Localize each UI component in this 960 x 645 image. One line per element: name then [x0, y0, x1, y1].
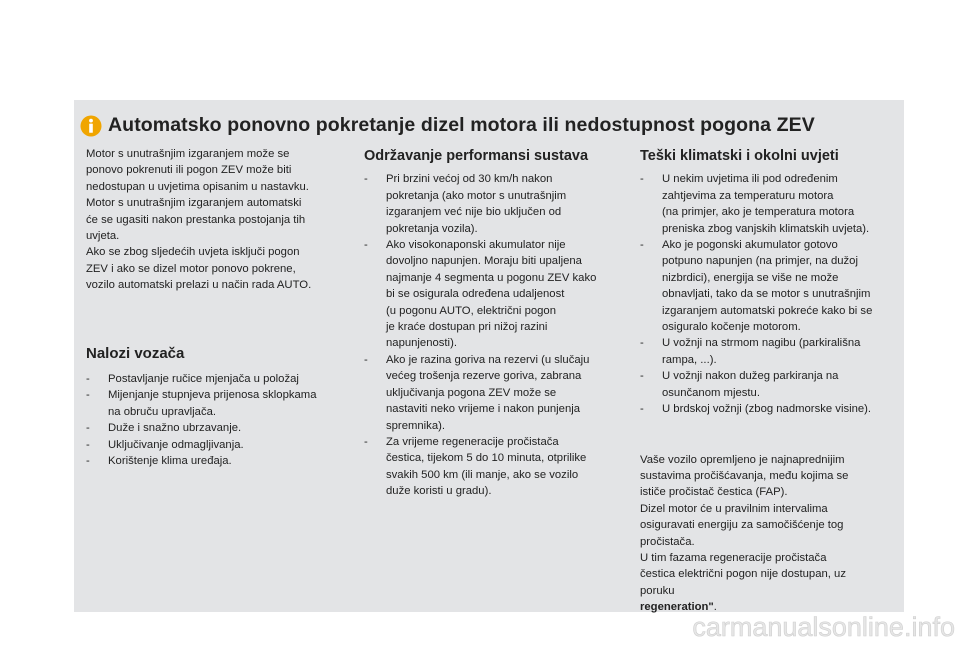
climate-heading: Teški klimatski i okolni uvjeti	[640, 148, 839, 164]
list-item	[364, 352, 632, 434]
text-line: ističe pročistač čestica (FAP).	[640, 486, 788, 499]
text-line: pokretanja (ako motor s unutrašnjim	[386, 189, 567, 202]
text-line: (u pogonu AUTO, električni pogon	[386, 304, 556, 317]
text-line: rampa, ...).	[662, 353, 717, 366]
title-row	[80, 114, 815, 137]
text-line: vozilo automatski prelazi u način rada AUTO.	[86, 279, 312, 292]
text-line: sustavima pročišćavanja, među kojima se	[640, 469, 849, 482]
watermark-text: carmanualsonline.info	[692, 612, 955, 640]
list-item	[640, 171, 902, 237]
text-line: Motor s unutrašnjim izgaranjem može se	[86, 148, 290, 160]
info-icon	[80, 115, 102, 137]
list-item	[640, 237, 902, 335]
text-line: Motor s unutrašnjim izgaranjem automatski	[86, 197, 302, 210]
text-line: osunčanom mjestu.	[662, 386, 760, 399]
text-suffix: .	[713, 601, 717, 614]
text-line: ponovo pokrenuti ili pogon ZEV može biti	[86, 164, 292, 177]
message-bold: regeneration"	[640, 601, 714, 614]
text-line: nastaviti neko vrijeme i nakon punjenja	[386, 403, 581, 416]
text-line: osiguralo kočenje motorom.	[662, 321, 801, 334]
list-item	[86, 453, 348, 469]
text-line: duže koristi u gradu).	[386, 485, 492, 498]
text-line: dovoljno napunjen. Moraju biti upaljena	[386, 255, 582, 268]
text-line: - U vožnji na strmom nagibu (parkirališna	[662, 337, 861, 350]
text-line: U tim fazama regeneracije pročistača	[640, 551, 827, 564]
text-line: - U brdskoj vožnji (zbog nadmorske visine).	[662, 403, 872, 416]
text-line: Ako se zbog sljedećih uvjeta isključi pogon	[86, 246, 300, 259]
text-line: svakih 500 km (ili manje, ako se vozilo	[386, 468, 579, 481]
text-line: - Mijenjanje stupnjeva prijenosa sklopkama	[108, 389, 317, 402]
text-line: zahtjevima za temperaturu motora	[662, 189, 834, 202]
text-line: - U vožnji nakon dužeg parkiranja na	[662, 370, 839, 383]
watermark	[440, 612, 960, 640]
column-middle	[364, 148, 632, 500]
list-item	[640, 401, 902, 417]
text-line: - U nekim uvjetima ili pod određenim	[662, 173, 838, 186]
text-line: nedostupan u uvjetima opisanim u nastavku.	[86, 180, 309, 193]
text-line: čestica električni pogon nije dostupan, uz	[640, 568, 846, 581]
text-line: na obruču upravljača.	[108, 405, 217, 418]
text-line: pročistača.	[640, 535, 695, 548]
list-item	[86, 371, 348, 387]
page-title: Automatsko ponovno pokretanje dizel motora ili nedostupnost pogona ZEV	[108, 114, 815, 136]
text-line: ZEV i ako se dizel motor ponovo pokrene,	[86, 262, 296, 275]
climate-list	[640, 171, 902, 417]
text-line: - Uključivanje odmagljivanja.	[108, 438, 244, 451]
list-item	[364, 434, 632, 500]
fap-text	[640, 452, 902, 616]
text-line: - Ako visokonaponski akumulator nije	[386, 239, 566, 252]
text-line: - Duže i snažno ubrzavanje.	[108, 422, 242, 435]
text-line: spremnika).	[386, 419, 446, 432]
intro-text	[86, 146, 348, 294]
text-line: najmanje 4 segmenta u pogonu ZEV kako	[386, 271, 597, 284]
driver-heading: Nalozi vozača	[86, 344, 185, 362]
text-line: uvjeta.	[86, 230, 120, 243]
text-line: - Ako je pogonski akumulator gotovo	[662, 239, 838, 252]
performance-heading: Održavanje performansi sustava	[364, 148, 589, 164]
text-line: napunjenosti).	[386, 337, 457, 350]
driver-list	[86, 371, 348, 469]
column-left	[86, 146, 348, 470]
text-line: uključivanja pogona ZEV može se	[386, 386, 557, 399]
text-line: - Za vrijeme regeneracije pročistača	[386, 435, 559, 448]
text-line: je kraće dostupan pri nižoj razini	[386, 321, 548, 334]
performance-list	[364, 171, 632, 499]
text-line: obnavljati, tako da se motor s unutrašnjim	[662, 288, 871, 301]
text-line: - Pri brzini većoj od 30 km/h nakon	[386, 173, 553, 186]
text-line: osiguravati energiju za samočišćenje tog	[640, 519, 844, 532]
list-item	[364, 237, 632, 352]
text-line: - Korištenje klima uređaja.	[108, 455, 232, 468]
text-line: (na primjer, ako je temperatura motora	[662, 206, 855, 219]
text-line: nizbrdici), energija se više ne može	[662, 271, 839, 284]
list-item	[640, 335, 902, 368]
text-line: Dizel motor će u pravilnim intervalima	[640, 502, 828, 515]
list-item	[640, 368, 902, 401]
text-line: izgaranjem već nije bio uključen od	[386, 206, 562, 219]
text-line: - Ako je razina goriva na rezervi (u slučaju	[386, 353, 590, 366]
text-line: izgaranjem automatski pokreće kako bi se	[662, 304, 873, 317]
list-item	[86, 420, 348, 436]
text-line: će se ugasiti nakon prestanka postojanja tih	[86, 213, 306, 226]
text-line: - Postavljanje ručice mjenjača u položaj	[108, 373, 299, 386]
text-line: bi se osigurala određena udaljenost	[386, 288, 565, 301]
text-line: pokretanja vozila).	[386, 222, 478, 235]
list-item	[86, 437, 348, 453]
text-line: preniska zbog vanjskih klimatskih uvjeta).	[662, 222, 870, 235]
text-line: potpuno napunjen (na primjer, na dužoj	[662, 255, 858, 268]
list-item	[86, 387, 348, 420]
text-line: većeg trošenja rezerve goriva, zabrana	[386, 370, 582, 383]
text-line: Vaše vozilo opremljeno je najnaprednijim	[640, 453, 845, 466]
list-item	[364, 171, 632, 237]
text-line: čestica, tijekom 5 do 10 minuta, otprilike	[386, 452, 587, 465]
text-line: poruku	[640, 584, 675, 597]
column-right	[640, 148, 902, 616]
